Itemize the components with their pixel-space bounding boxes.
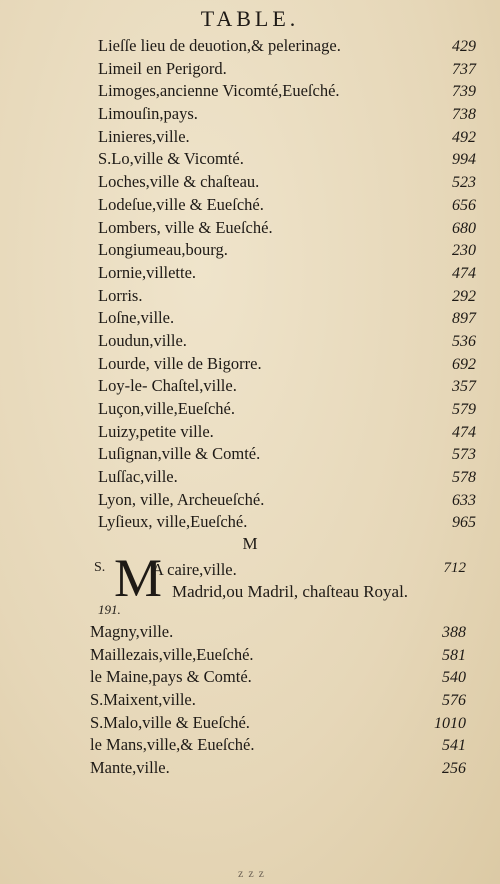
entry-continuation-page: 191. [98, 602, 121, 617]
entry-page: 536 [452, 332, 476, 350]
entry-page: 492 [452, 128, 476, 146]
index-entry [90, 622, 468, 645]
signature-mark: z z z [238, 866, 265, 880]
index-entry [98, 263, 478, 286]
entry-name: le Mans,ville,& Eueſché. [90, 735, 255, 755]
index-entry [98, 218, 478, 241]
entry-page: 579 [452, 401, 476, 418]
index-entry [98, 331, 478, 354]
entry-name: Lyſieux, ville,Eueſché. [98, 512, 248, 532]
entry-page: 388 [442, 624, 466, 641]
index-entry [90, 690, 468, 713]
entry-name: Luſignan,ville & Comté. [98, 444, 261, 464]
index-entry [98, 149, 478, 172]
index-entry [98, 81, 478, 104]
index-entry [90, 667, 468, 690]
index-entry [98, 399, 478, 422]
index-entry [90, 713, 468, 736]
entry-page: 578 [452, 469, 476, 487]
entry-page: 292 [452, 287, 476, 305]
entry-name: Luizy,petite ville. [98, 421, 214, 441]
entry-name: Lodeſue,ville & Eueſché. [98, 194, 264, 214]
entry-name: Loy-le- Chaſtel,ville. [98, 376, 237, 396]
index-entry [98, 286, 478, 309]
entry-page: 739 [452, 83, 476, 101]
index-entry [98, 490, 478, 513]
entry-name: Loches,ville & chaſteau. [98, 172, 260, 192]
index-entry [90, 735, 468, 758]
index-entry [98, 59, 478, 82]
index-entry [98, 127, 478, 150]
entry-page: 474 [452, 423, 476, 441]
running-head: TABLE. [200, 6, 300, 31]
entry-page: 965 [452, 514, 476, 532]
entry-name: Limouſin,pays. [98, 104, 198, 124]
index-entry [98, 444, 478, 467]
entry-name: Mante,ville. [90, 758, 170, 778]
entry-page: 541 [442, 737, 466, 755]
entry-page: 738 [452, 106, 476, 124]
entry-page: 573 [452, 446, 476, 464]
entry-page: 540 [442, 669, 466, 687]
index-entry [98, 308, 478, 331]
index-entry [98, 104, 478, 127]
entry-name: Limoges,ancienne Vicomté,Eueſché. [98, 81, 340, 101]
index-entry [98, 467, 478, 490]
entry-name: Lyon, ville, Archeueſché. [98, 489, 265, 509]
entry-page: 897 [452, 310, 476, 328]
entry-name: S.Lo,ville & Vicomté. [98, 149, 244, 169]
entry-name: Limeil en Perigord. [98, 58, 227, 78]
index-entry-long: Madrid,ou Madril, chaſteau Royal. [172, 582, 409, 601]
entry-name: A caire,ville. [152, 560, 237, 579]
entry-name: Lombers, ville & Eueſché. [98, 217, 273, 237]
entry-page: 256 [442, 760, 466, 778]
index-entry [98, 512, 478, 535]
entry-name: S.Maixent,ville. [90, 690, 196, 710]
entry-name: Magny,ville. [90, 622, 174, 641]
entry-page: 656 [452, 196, 476, 214]
index-entry [90, 645, 468, 668]
drop-cap-m: M [114, 548, 163, 608]
entry-page: 633 [452, 491, 476, 509]
entry-name: Linieres,ville. [98, 126, 190, 146]
entry-name: Lorris. [98, 285, 143, 305]
entry-name: S.Malo,ville & Eueſché. [90, 712, 250, 732]
entry-page: 712 [443, 560, 466, 576]
entry-page: 737 [452, 60, 476, 78]
entry-page: 581 [442, 646, 466, 664]
entry-name: Maillezais,ville,Eueſché. [90, 644, 254, 664]
entry-name: Luſſac,ville. [98, 467, 178, 487]
index-entry [98, 240, 478, 263]
entry-page: 429 [452, 38, 476, 55]
index-entry [98, 376, 478, 399]
index-entry [98, 354, 478, 377]
entry-page: 523 [452, 174, 476, 192]
index-entry [152, 560, 466, 580]
index-list-l [98, 36, 478, 535]
index-list-m [90, 622, 468, 781]
entry-name: Lieſſe lieu de deuotion,& pelerinage. [98, 36, 341, 55]
entry-name: Longiumeau,bourg. [98, 240, 228, 260]
entry-name: Lourde, ville de Bigorre. [98, 353, 262, 373]
index-entry [98, 36, 478, 59]
entry-page: 230 [452, 242, 476, 260]
entry-page: 357 [452, 378, 476, 396]
entry-name: Loudun,ville. [98, 330, 187, 350]
entry-page: 474 [452, 264, 476, 282]
entry-name: le Maine,pays & Comté. [90, 667, 252, 687]
entry-page: 576 [442, 692, 466, 710]
entry-name: Lornie,villette. [98, 262, 197, 282]
index-entry [98, 422, 478, 445]
entry-page: 994 [452, 151, 476, 169]
section-letter: M [242, 534, 258, 553]
entry-name: Luçon,ville,Eueſché. [98, 399, 235, 418]
index-entry [90, 758, 468, 781]
entry-page: 1010 [434, 714, 466, 732]
saint-prefix: S. [94, 560, 106, 575]
entry-name: Loſne,ville. [98, 308, 175, 328]
entry-page: 680 [452, 219, 476, 237]
index-entry [98, 172, 478, 195]
entry-page: 692 [452, 355, 476, 373]
index-entry [98, 195, 478, 218]
